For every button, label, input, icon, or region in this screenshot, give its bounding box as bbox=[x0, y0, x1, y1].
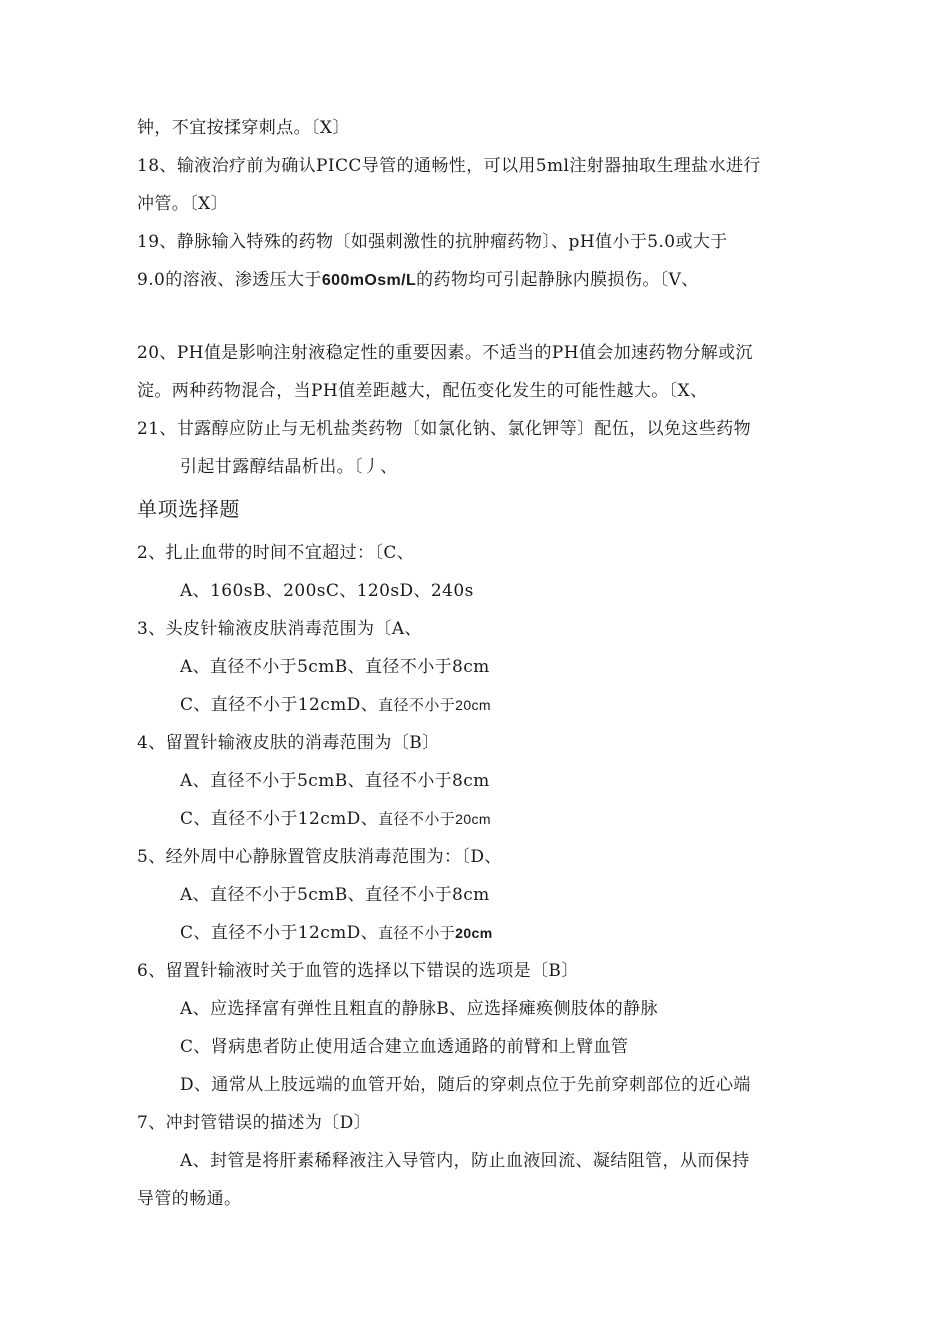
text-line: 20、PH值是影响注射液稳定性的重要因素。不适当的PH值会加速药物分解或沉 bbox=[137, 343, 753, 363]
text-segment: 9.0的溶液、渗透压大于 bbox=[137, 270, 322, 290]
question: 6、留置针输液时关于血管的选择以下错误的选项是〔B〕 bbox=[137, 961, 579, 981]
options: A、封管是将肝素稀释液注入导管内，防止血液回流、凝结阻管，从而保持 bbox=[180, 1151, 750, 1171]
options bbox=[180, 694, 491, 717]
question: 2、扎止血带的时间不宜超过：〔C、 bbox=[137, 543, 415, 563]
options: D、通常从上肢远端的血管开始，随后的穿刺点位于先前穿刺部位的近心端 bbox=[180, 1075, 751, 1095]
text-segment: 的药物均可引起静脉内膜损伤。〔V、 bbox=[416, 270, 699, 290]
text-segment: 直径不小于 bbox=[378, 811, 456, 828]
text-line: 冲管。〔X〕 bbox=[137, 194, 229, 214]
text-segment: 20cm bbox=[455, 925, 493, 941]
text-line: 引起甘露醇结晶析出。〔丿、 bbox=[180, 457, 398, 477]
question: 4、留置针输液皮肤的消毒范围为〔B〕 bbox=[137, 733, 440, 753]
text-line: 21、甘露醇应防止与无机盐类药物〔如氯化钠、氯化钾等〕配伍，以免这些药物 bbox=[137, 419, 752, 439]
options bbox=[180, 922, 493, 945]
osmolarity-value: 600mOsm/L bbox=[321, 272, 417, 289]
text-line: 19、静脉输入特殊的药物〔如强刺激性的抗肿瘤药物〕、pH值小于5.0或大于 bbox=[137, 232, 728, 252]
text-line: 18、输液治疗前为确认PICC导管的通畅性，可以用5ml注射器抽取生理盐水进行 bbox=[137, 156, 761, 176]
text-segment: C、直径不小于12cmD、 bbox=[180, 923, 379, 943]
options: C、肾病患者防止使用适合建立血透通路的前臂和上臂血管 bbox=[180, 1037, 629, 1057]
text-line bbox=[137, 269, 699, 292]
text-segment: C、直径不小于12cmD、 bbox=[180, 695, 379, 715]
text-segment: 20cm bbox=[455, 697, 491, 713]
section-heading: 单项选择题 bbox=[137, 497, 240, 521]
question: 3、头皮针输液皮肤消毒范围为〔A、 bbox=[137, 619, 422, 639]
options: A、直径不小于5cmB、直径不小于8cm bbox=[180, 885, 490, 905]
question: 5、经外周中心静脉置管皮肤消毒范围为：〔D、 bbox=[137, 847, 502, 867]
options: 导管的畅通。 bbox=[137, 1189, 242, 1209]
text-segment: 直径不小于 bbox=[378, 697, 456, 714]
options: A、直径不小于5cmB、直径不小于8cm bbox=[180, 771, 490, 791]
text-segment: C、直径不小于12cmD、 bbox=[180, 809, 379, 829]
options: A、直径不小于5cmB、直径不小于8cm bbox=[180, 657, 490, 677]
options: A、160sB、200sC、120sD、240s bbox=[180, 581, 474, 601]
text-line: 钟，不宜按揉穿刺点。〔X〕 bbox=[137, 118, 350, 138]
text-segment: 直径不小于 bbox=[378, 925, 456, 942]
text-segment: 20cm bbox=[455, 811, 491, 827]
question: 7、冲封管错误的描述为〔D〕 bbox=[137, 1113, 372, 1133]
options: A、应选择富有弹性且粗直的静脉B、应选择瘫痪侧肢体的静脉 bbox=[180, 999, 658, 1019]
text-line: 淀。两种药物混合，当PH值差距越大，配伍变化发生的可能性越大。〔X、 bbox=[137, 381, 708, 401]
options bbox=[180, 808, 491, 831]
